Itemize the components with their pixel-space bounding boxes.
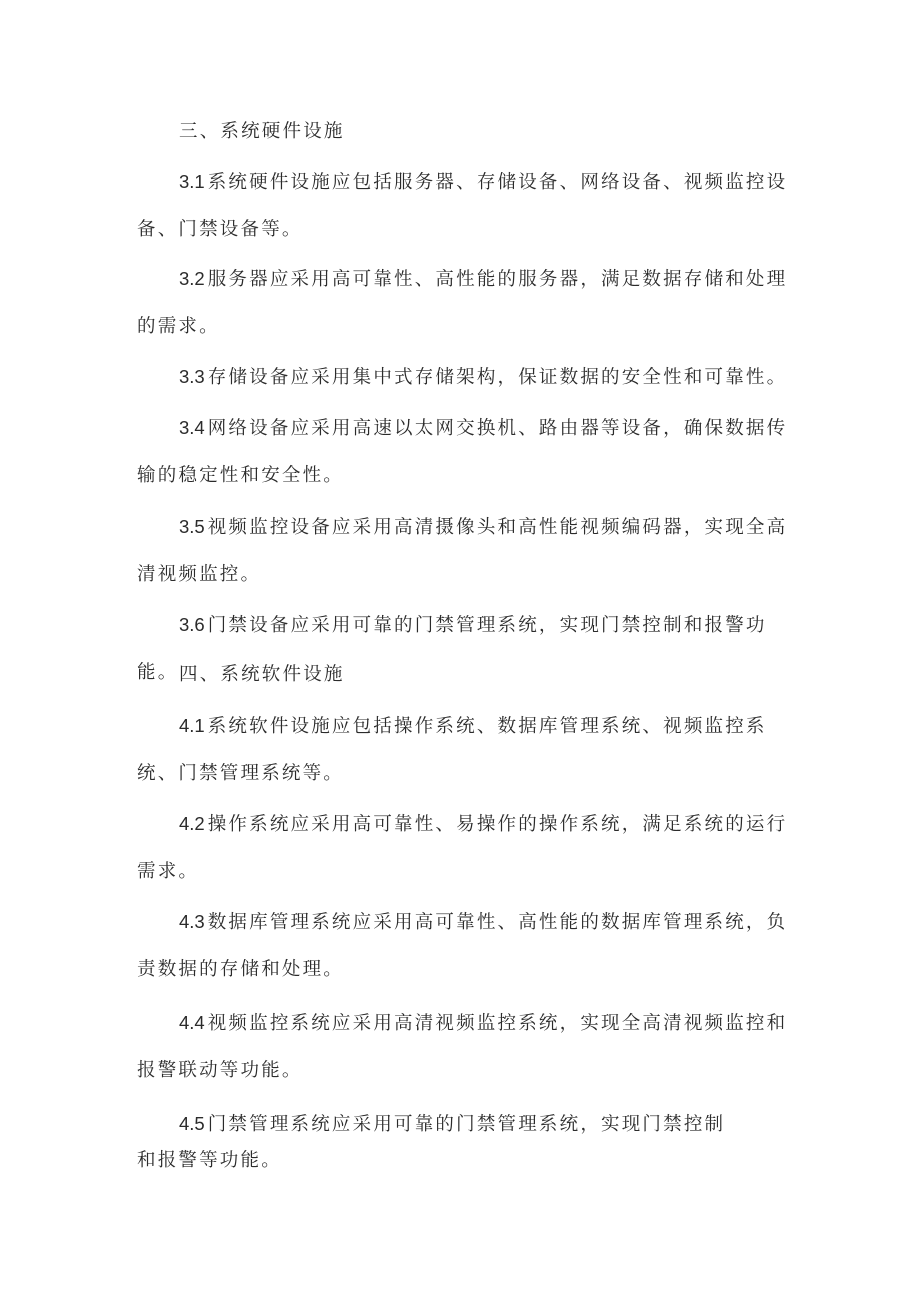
clause-number: 4.3 [179, 911, 205, 932]
clause-text: 服务器应采用高可靠性、高性能的服务器，满足数据存储和处理的需求。 [137, 269, 788, 337]
clause-number: 4.1 [179, 715, 205, 736]
clause-text: 网络设备应采用高速以太网交换机、路由器等设备，确保数据传输的稳定性和安全性。 [137, 418, 788, 486]
paragraph-4-2 [137, 800, 797, 895]
paragraph-4-5 [137, 1106, 737, 1179]
clause-text: 视频监控系统应采用高清视频监控系统，实现全高清视频监控和报警联动等功能。 [137, 1013, 788, 1081]
clause-number: 3.1 [179, 171, 205, 192]
paragraph-4-1 [137, 702, 797, 797]
clause-number: 3.2 [179, 268, 205, 289]
clause-number: 3.6 [179, 614, 205, 635]
heading-text: 四、系统软件设施 [179, 664, 345, 685]
clause-text: 数据库管理系统应采用高可靠性、高性能的数据库管理系统，负责数据的存储和处理。 [137, 912, 788, 980]
paragraph-3-1 [137, 158, 797, 253]
clause-number: 3.5 [179, 516, 205, 537]
paragraph-4-4 [137, 999, 797, 1094]
section-heading-4 [137, 651, 797, 698]
paragraph-3-4 [137, 404, 797, 499]
paragraph-3-2 [137, 255, 797, 350]
paragraph-3-3 [137, 353, 797, 401]
section-heading-3 [137, 108, 797, 155]
clause-number: 4.2 [179, 813, 205, 834]
clause-number: 3.3 [179, 366, 205, 387]
clause-text: 存储设备应采用集中式存储架构，保证数据的安全性和可靠性。 [207, 367, 788, 388]
clause-text: 系统软件设施应包括操作系统、数据库管理系统、视频监控系统、门禁管理系统等。 [137, 716, 767, 784]
clause-text: 门禁设备应采用可靠的门禁管理系统，实现门禁控制和报警功能。 [137, 615, 767, 683]
clause-text: 门禁管理系统应采用可靠的门禁管理系统，实现门禁控制和报警等功能。 [137, 1114, 726, 1171]
heading-text: 三、系统硬件设施 [179, 121, 345, 142]
paragraph-3-5 [137, 503, 797, 598]
clause-text: 操作系统应采用高可靠性、易操作的操作系统，满足系统的运行需求。 [137, 814, 788, 882]
clause-number: 3.4 [179, 417, 205, 438]
clause-number: 4.4 [179, 1012, 205, 1033]
clause-number: 4.5 [179, 1113, 205, 1134]
clause-text: 系统硬件设施应包括服务器、存储设备、网络设备、视频监控设备、门禁设备等。 [137, 172, 788, 240]
clause-text: 视频监控设备应采用高清摄像头和高性能视频编码器，实现全高清视频监控。 [137, 517, 788, 585]
paragraph-4-3 [137, 898, 797, 993]
